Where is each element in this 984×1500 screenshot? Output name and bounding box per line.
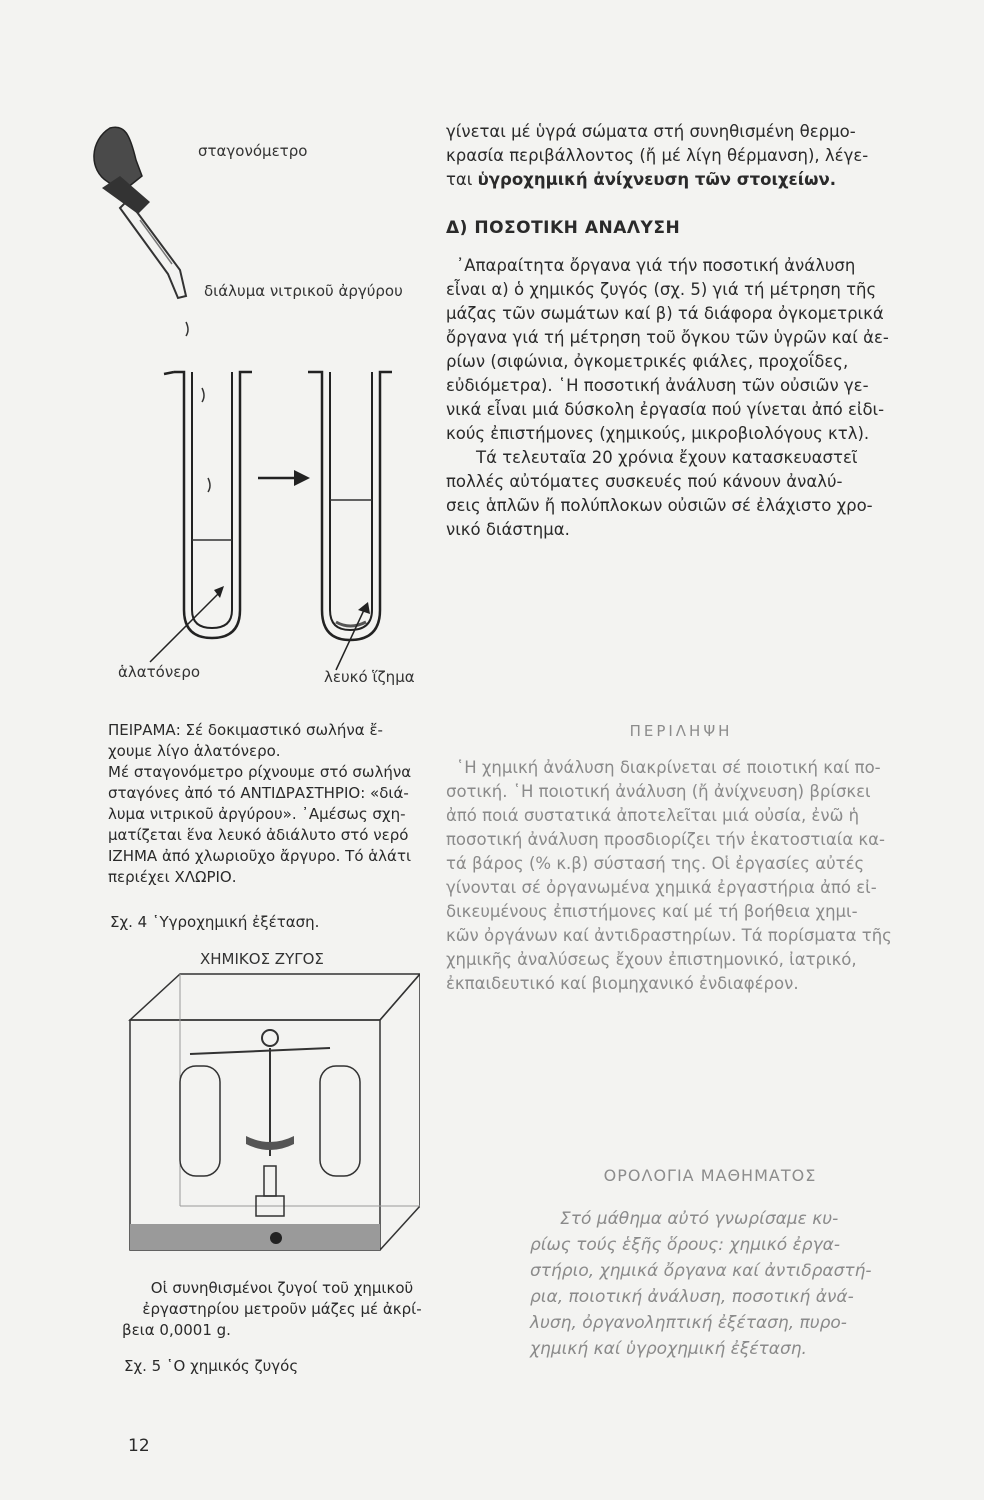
summary-line: ποσοτική ἀνάλυση προσδιορίζει τήν ἑκατοστιαία κα- [446,830,885,849]
experiment-line: περιέχει ΧΛΩΡΙΟ. [108,868,237,886]
test-tube-left [164,372,252,638]
terminology-line: ρια, ποιοτική ἀνάλυση, ποσοτική ἀνά- [530,1287,854,1307]
section-line: νικό διάστημα. [446,520,570,539]
section-line: ὄργανα γιά τή μέτρηση τοῦ ὄγκου τῶν ὑγρῶν καί ἀε- [446,328,889,347]
section-line: κούς ἐπιστήμονες (χημικούς, μικροβιολόγους κτλ). [446,424,870,443]
intro-line: γίνεται μέ ὑγρά σώματα στή συνηθισμένη θερμο- [446,122,856,141]
section-line: ᾿Απαραίτητα ὄργανα γιά τήν ποσοτική ἀνάλυση [456,256,856,275]
label-silver-nitrate: διάλυμα νιτρικοῦ ἀργύρου [204,282,403,300]
section-line: σεις ἁπλῶν ἤ πολύπλοκων οὐσιῶν σέ ἐλάχιστο χρο- [446,496,873,515]
quantitative-analysis-text [446,254,916,542]
experiment-line: χουμε λίγο ἁλατόνερο. [108,742,281,760]
summary-line: ἐκπαιδευτικό καί βιομηχανικό ἐνδιαφέρον. [446,974,799,993]
terminology-line: Στό μάθημα αὐτό γνωρίσαμε κυ- [560,1209,839,1229]
figure-4-caption: Σχ. 4 ῾Υγροχημική ἐξέταση. [110,913,320,931]
label-saltwater: ἁλατόνερο [118,663,201,681]
experiment-line: ματίζεται ἕνα λευκό ἀδιάλυτο στό νερό [108,826,409,844]
summary-line: δικευμένους ἐπιστήμονες καί μέ τή βοήθεια χημι- [446,902,858,921]
terminology-line: λυση, ὀργανοληπτική ἐξέταση, πυρο- [530,1313,847,1333]
summary-heading: ΠΕΡΙΛΗΨΗ [629,722,733,740]
section-line: πολλές αὐτόματες συσκευές πού κάνουν ἀναλύ- [446,472,843,491]
intro-bold-term: ὑγροχημική ἀνίχνευση τῶν στοιχείων. [477,170,837,189]
balance-description-line: βεια 0,0001 g. [122,1321,231,1339]
terminology-line: στήριο, χημικά ὄργανα καί ἀντιδραστή- [530,1261,872,1281]
intro-last-line [446,168,916,192]
summary-line: χημικῆς ἀναλύσεως ἔχουν ἐπιστημονικό, ἰατρικό, [446,950,857,969]
balance-description-line: Οἱ συνηθισμένοι ζυγοί τοῦ χημικοῦ [150,1279,414,1297]
summary-line: γίνονται σέ ὀργανωμένα χημικά ἐργαστήρια ἀπό εἰ- [446,878,877,897]
balance-description [122,1278,442,1341]
test-tube-diagram [80,110,450,680]
summary-line: κῶν ὀργάνων καί ἀντιδραστηρίων. Τά πορίσματα τῆς [446,926,892,945]
intro-line: ται [446,170,473,189]
terminology-heading: ΟΡΟΛΟΓΙΑ ΜΑΘΗΜΑΤΟΣ [603,1166,817,1185]
section-heading: Δ) ΠΟΣΟΤΙΚΗ ΑΝΑΛΥΣΗ [446,218,681,238]
page-number: 12 [128,1436,150,1456]
section-line: εὐδιόμετρα). ῾Η ποσοτική ἀνάλυση τῶν οὐσιῶν γε- [446,376,869,395]
terminology-line: ρίως τούς ἑξῆς ὅρους: χημικό ἐργα- [530,1235,840,1255]
chemical-balance-icon [120,966,420,1266]
intro-line: κρασία περιβάλλοντος (ἤ μέ λίγη θέρμανση), λέγε- [446,146,869,165]
experiment-line: ΙΖΗΜΑ ἀπό χλωριοῦχο ἄργυρο. Τό ἁλάτι [108,847,412,865]
section-line: μάζας τῶν σωμάτων καί β) τά διάφορα ὀγκομετρικά [446,304,884,323]
section-line: ρίων (σιφώνια, ὀγκομετρικές φιάλες, προχοΐδες, [446,352,849,371]
terminology-text [530,1206,920,1362]
terminology-line: χημική καί ὑγροχημική ἐξέταση. [530,1339,807,1359]
experiment-line: Μέ σταγονόμετρο ρίχνουμε στό σωλήνα [108,763,412,781]
section-line: Τά τελευταῖα 20 χρόνια ἔχουν κατασκευαστεῖ [476,448,858,467]
intro-paragraph [446,120,916,192]
label-dropper: σταγονόμετρο [198,142,308,160]
section-line: εἶναι α) ὁ χημικός ζυγός (σχ. 5) γιά τή μέτρηση τῆς [446,280,877,299]
balance-title: ΧΗΜΙΚΟΣ ΖΥΓΟΣ [200,950,324,968]
figure-5-caption: Σχ. 5 ῾Ο χημικός ζυγός [124,1357,299,1375]
summary-line: τά βάρος (% κ.β) σύστασή της. Οἱ ἐργασίες αὐτές [446,854,865,873]
experiment-line: λυμα νιτρικοῦ ἀργύρου». ᾿Αμέσως σχη- [108,805,406,823]
dropper-icon [94,127,188,336]
label-precipitate: λευκό ἵζημα [324,668,415,686]
summary-line: ῾Η χημική ἀνάλυση διακρίνεται σέ ποιοτική καί πο- [456,758,881,777]
test-tube-right [308,372,392,640]
experiment-line: σταγόνες ἀπό τό ΑΝΤΙΔΡΑΣΤΗΡΙΟ: «διά- [108,784,409,802]
section-line: νικά εἶναι μιά δύσκολη ἐργασία πού γίνεται ἀπό εἰδι- [446,400,885,419]
summary-line: σοτική. ῾Η ποιοτική ἀνάλυση (ἤ ἀνίχνευση) βρίσκει [446,782,871,801]
experiment-line: ΠΕΙΡΑΜΑ: Σέ δοκιμαστικό σωλήνα ἔ- [108,721,383,739]
summary-text [446,756,916,996]
experiment-text [108,720,438,888]
reaction-arrow-icon [258,470,310,486]
summary-line: ἀπό ποιά συστατικά ἀποτελεῖται μιά οὐσία, ἐνῶ ἡ [446,806,860,825]
balance-description-line: ἐργαστηρίου μετροῦν μάζες μέ ἀκρί- [142,1300,422,1318]
